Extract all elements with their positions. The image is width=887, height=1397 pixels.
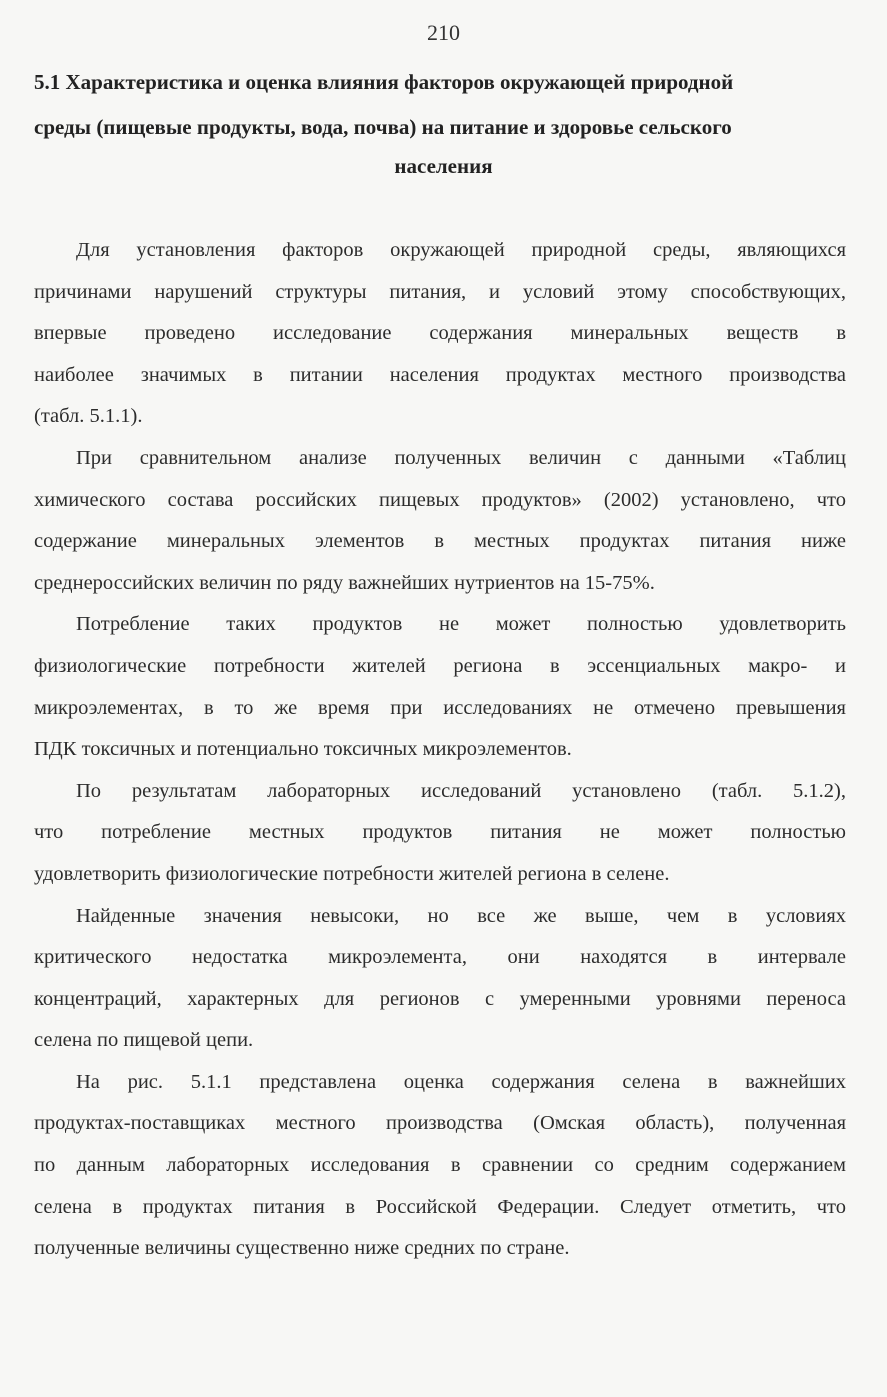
text-line: физиологические потребности жителей региона в эссенциальных макро- и [34,654,846,677]
paragraph [34,1062,846,1270]
text-line: концентраций, характерных для регионов с умеренными уровнями переноса [34,987,846,1010]
text-line: химического состава российских пищевых продуктов» (2002) установлено, что [34,488,846,511]
text-line: По результатам лабораторных исследований установлено (табл. 5.1.2), [76,779,846,802]
text-line: наиболее значимых в питании населения продуктах местного производства [34,363,846,386]
text-line: удовлетворить физиологические потребности жителей региона в селене. [34,862,670,885]
text-line: впервые проведено исследование содержания минеральных веществ в [34,322,846,345]
text-line: селена по пищевой цепи. [34,1029,254,1052]
paragraph [34,896,846,1062]
text-line: полученные величины существенно ниже средних по стране. [34,1237,570,1260]
text-line: причинами нарушений структуры питания, и условий этому способствующих, [34,280,846,303]
text-line: Найденные значения невысоки, но все же выше, чем в условиях [76,904,846,927]
section-heading-line-3: населения [394,154,493,178]
text-line: ПДК токсичных и потенциально токсичных микроэлементов. [34,738,572,761]
text-line: по данным лабораторных исследования в сравнении со средним содержанием [34,1154,846,1177]
text-line: При сравнительном анализе полученных величин с данными «Таблиц [76,446,846,469]
text-line: Для установления факторов окружающей природной среды, являющихся [76,239,846,261]
text-line: содержание минеральных элементов в местных продуктах питания ниже [34,530,846,553]
text-line: микроэлементах, в то же время при исследованиях не отмечено превышения [34,696,846,719]
text-line: селена в продуктах питания в Российской Федерации. Следует отметить, что [34,1195,846,1218]
paragraph [34,438,846,604]
page-number: 210 [427,20,460,45]
body-text [34,230,846,1270]
text-line: критического недостатка микроэлемента, они находятся в интервале [34,946,846,969]
section-heading-line-1: 5.1 Характеристика и оценка влияния факторов окружающей природной [34,70,734,94]
paragraph [34,604,846,770]
text-line: На рис. 5.1.1 представлена оценка содержания селена в важнейших [76,1070,846,1093]
text-line: Потребление таких продуктов не может полностью удовлетворить [76,613,846,636]
text-line: продуктах-поставщиках местного производства (Омская область), полученная [34,1112,846,1135]
text-line: (табл. 5.1.1). [34,405,143,428]
section-heading-line-2: среды (пищевые продукты, вода, почва) на питание и здоровье сельского [34,115,732,139]
text-line: что потребление местных продуктов питания не может полностью [34,821,846,844]
text-line: среднероссийских величин по ряду важнейших нутриентов на 15-75%. [34,571,655,594]
paragraph [34,230,846,438]
paragraph [34,771,846,896]
